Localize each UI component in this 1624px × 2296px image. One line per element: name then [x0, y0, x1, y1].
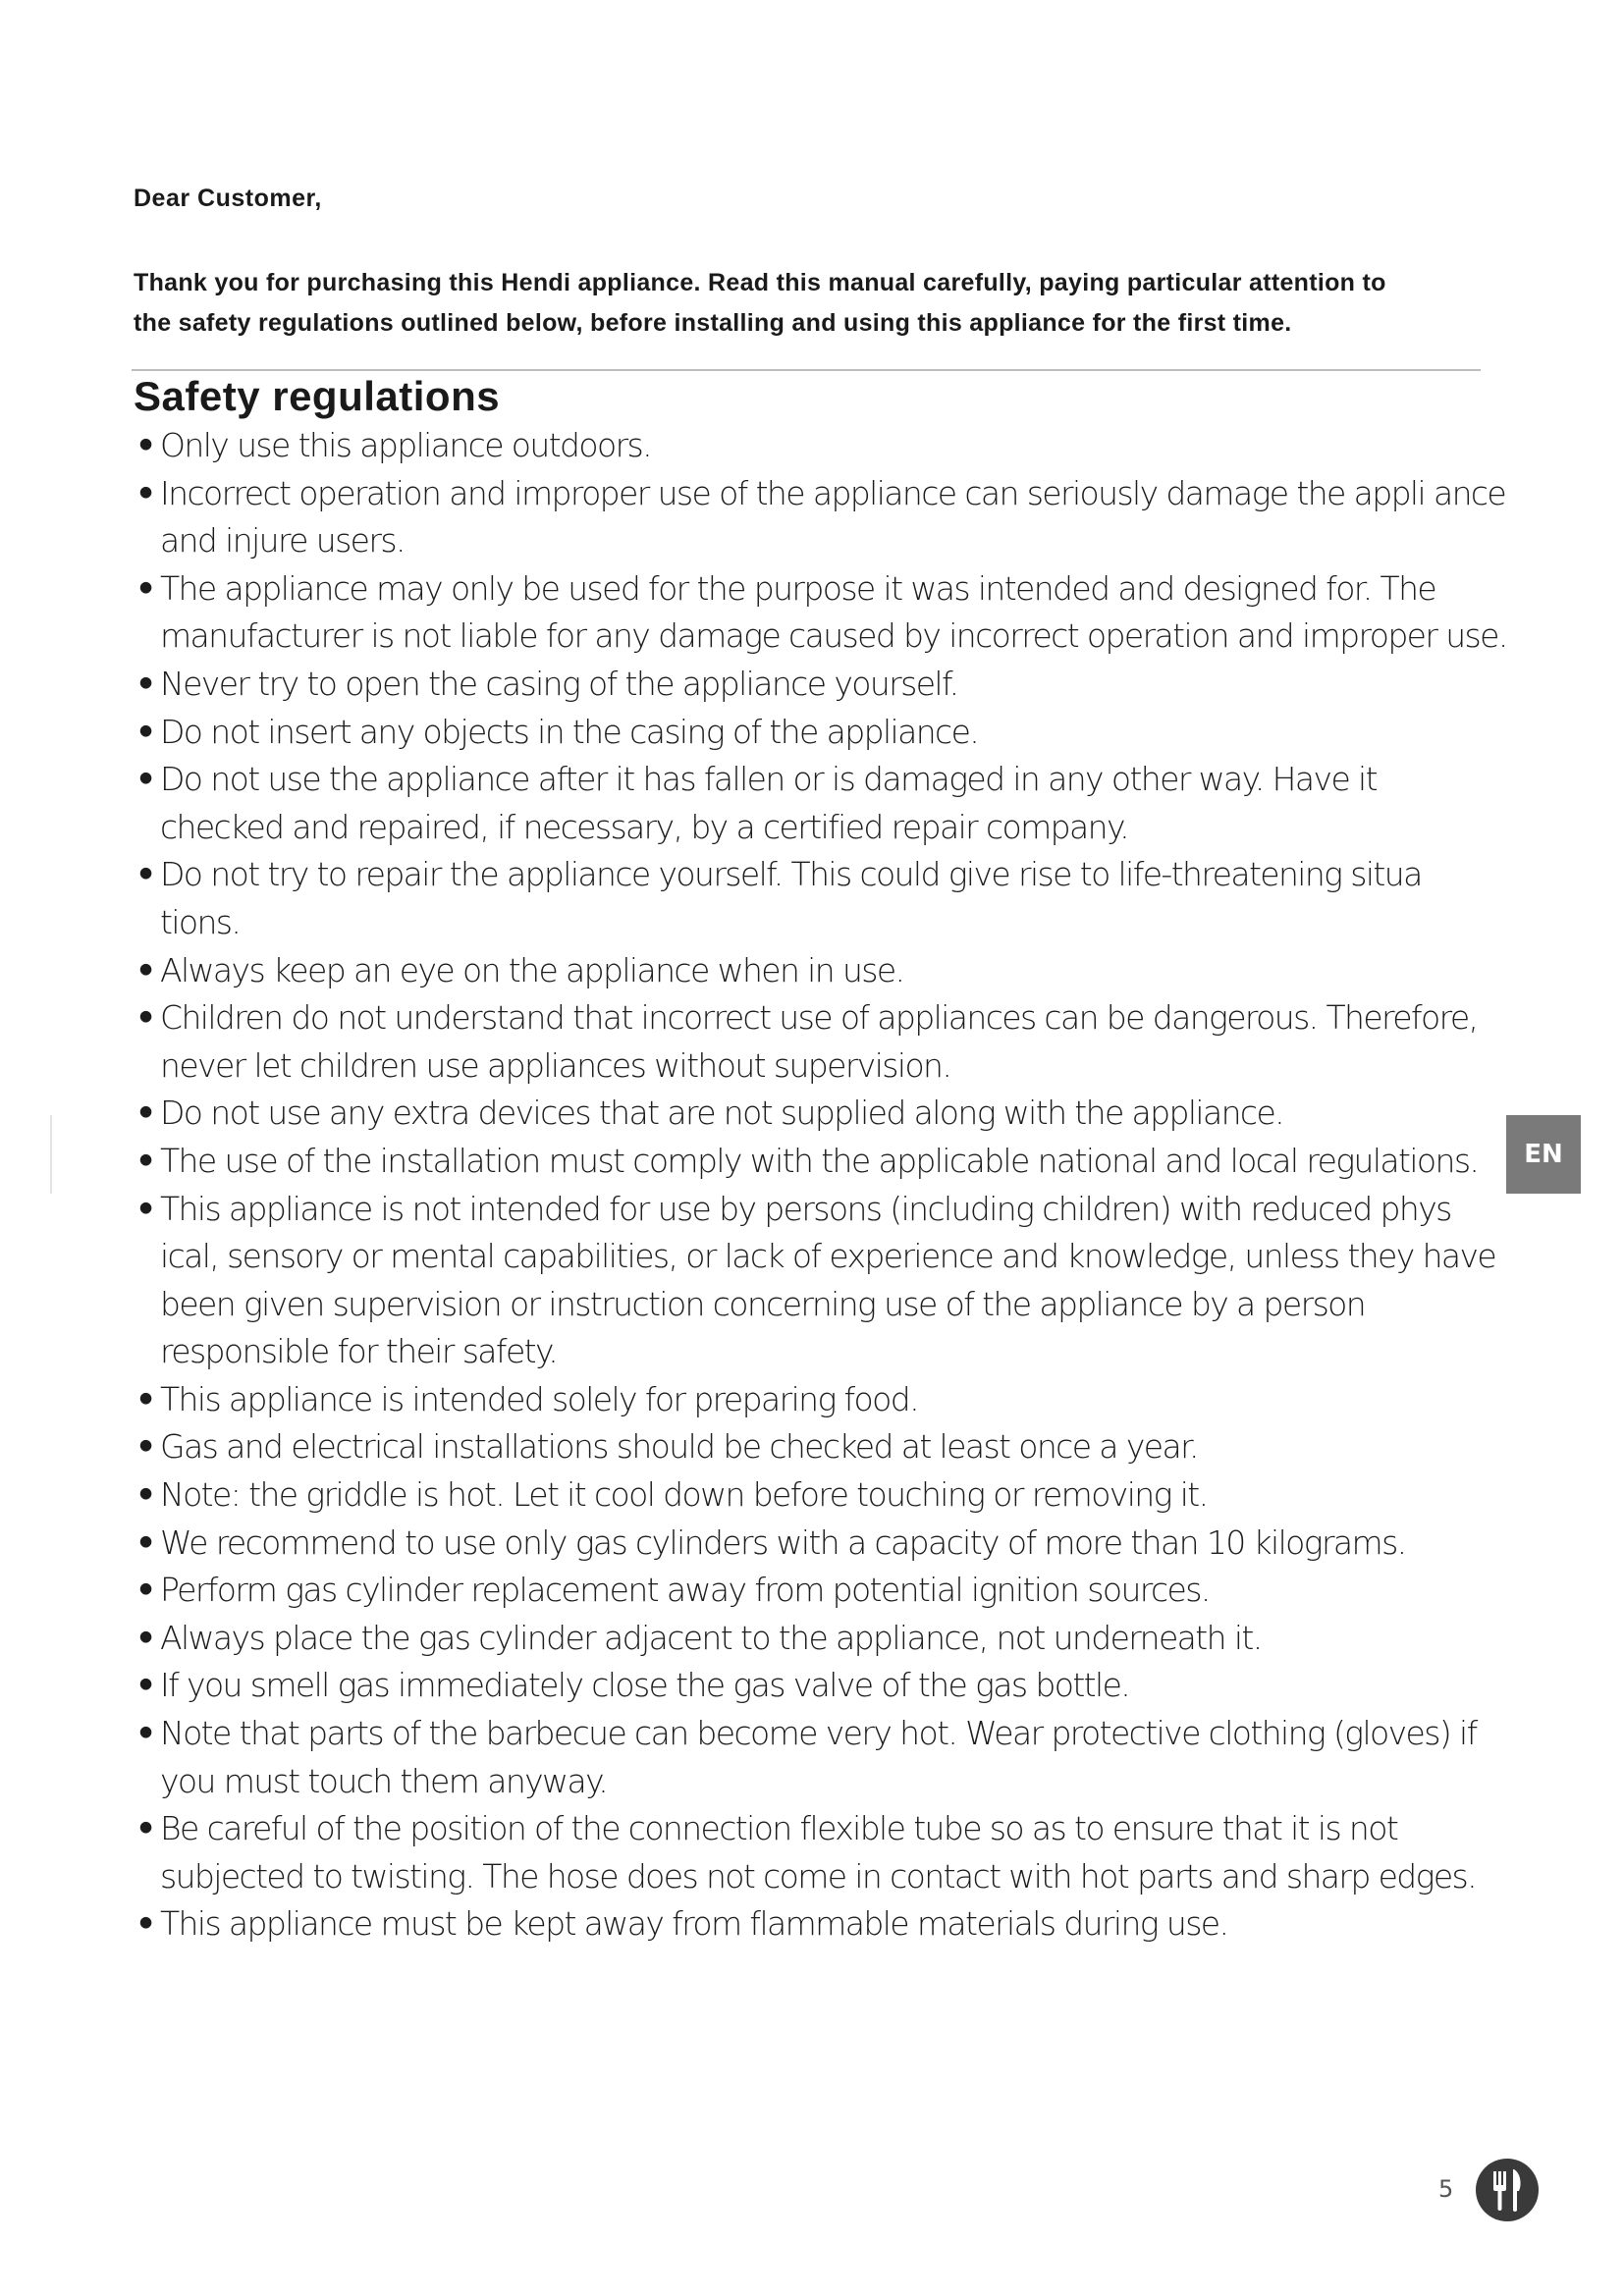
safety-item	[134, 851, 1508, 946]
bullet-icon: •	[135, 998, 157, 1038]
intro-line-2: the safety regulations outlined below, before installing and using this appliance for the first time.	[134, 309, 1292, 337]
safety-item	[134, 1520, 1508, 1568]
safety-item	[134, 1090, 1508, 1138]
safety-item-text: Note that parts of the barbecue can become very hot. Wear protective clothing (gloves) if you must touch them anyway.	[160, 1714, 1477, 1800]
safety-item-text: Do not try to repair the appliance yourself. This could give rise to life-threatening situa tions.	[160, 855, 1422, 941]
safety-item	[134, 1376, 1508, 1424]
safety-item-text: We recommend to use only gas cylinders with a capacity of more than 10 kilograms.	[160, 1522, 1406, 1562]
bullet-icon: •	[135, 1475, 157, 1515]
bullet-icon: •	[135, 1379, 157, 1418]
safety-item-text: Do not use the appliance after it has fallen or is damaged in any other way. Have it checked and repaired, if necessary, by a certified repair company.	[160, 760, 1377, 846]
safety-item	[134, 565, 1508, 661]
safety-item-text: Note: the griddle is hot. Let it cool down before touching or removing it.	[160, 1475, 1208, 1515]
safety-item	[134, 1186, 1508, 1376]
safety-item-text: Never try to open the casing of the appliance yourself.	[160, 664, 958, 703]
bullet-icon: •	[135, 1714, 157, 1753]
safety-item	[134, 422, 1508, 470]
bullet-icon: •	[135, 1094, 157, 1133]
safety-item	[134, 947, 1508, 995]
safety-item-text: Always place the gas cylinder adjacent to the appliance, not underneath it.	[160, 1618, 1262, 1657]
fork-knife-icon	[1475, 2158, 1540, 2222]
safety-item	[134, 756, 1508, 851]
safety-item-text: Be careful of the position of the connection flexible tube so as to ensure that it is not subjected to twisting. The hose does not come in contact with hot parts and sharp edges.	[160, 1809, 1477, 1896]
safety-item	[134, 1710, 1508, 1805]
bullet-icon: •	[135, 1904, 157, 1944]
safety-item-text: This appliance is intended solely for preparing food.	[160, 1379, 918, 1418]
safety-item	[134, 1805, 1508, 1900]
safety-item-text: The appliance may only be used for the purpose it was intended and designed for. The manufacturer is not liable for any damage caused by incorrect operation and improper use.	[160, 568, 1507, 656]
bullet-icon: •	[135, 1141, 157, 1180]
bullet-icon: •	[135, 426, 157, 464]
intro-line-1: Thank you for purchasing this Hendi appliance. Read this manual carefully, paying particular attention to	[134, 269, 1386, 296]
section-divider	[132, 369, 1481, 371]
bullet-icon: •	[135, 473, 157, 512]
safety-item-text: Perform gas cylinder replacement away from potential ignition sources.	[160, 1571, 1210, 1610]
bullet-icon: •	[135, 1522, 157, 1562]
bullet-icon: •	[135, 855, 157, 894]
margin-mark	[50, 1115, 52, 1194]
safety-item	[134, 709, 1508, 757]
bullet-icon: •	[135, 1618, 157, 1657]
bullet-icon: •	[135, 1809, 157, 1848]
safety-item-text: This appliance must be kept away from flammable materials during use.	[160, 1904, 1228, 1944]
section-heading: Safety regulations	[134, 373, 501, 419]
bullet-icon: •	[135, 950, 157, 989]
safety-item-text: Incorrect operation and improper use of the appliance can seriously damage the appli ance and injure users.	[160, 473, 1506, 561]
safety-item-text: Do not use any extra devices that are not supplied along with the appliance.	[160, 1094, 1284, 1133]
safety-item-text: Children do not understand that incorrect use of appliances can be dangerous. Therefore, never let children use appliances without supervision.	[160, 998, 1478, 1085]
safety-item-text: If you smell gas immediately close the gas valve of the gas bottle.	[160, 1666, 1130, 1705]
bullet-icon: •	[135, 1427, 157, 1467]
language-label: EN	[1524, 1140, 1563, 1169]
safety-item	[134, 994, 1508, 1090]
bullet-icon: •	[135, 712, 157, 751]
safety-item-text: This appliance is not intended for use by persons (including children) with reduced phys ical, sensory or mental capabilities, or lack of experience and knowledge, unless they have been given supervision or instruction concerning use of the appliance by a person responsible for their safety.	[160, 1189, 1496, 1371]
safety-item	[134, 1900, 1508, 1949]
page-number: 5	[1438, 2175, 1454, 2203]
safety-item	[134, 1662, 1508, 1710]
safety-item	[134, 661, 1508, 709]
intro-paragraph	[134, 263, 1498, 344]
safety-item-text: The use of the installation must comply with the applicable national and local regulations.	[160, 1141, 1479, 1180]
safety-item-text: Gas and electrical installations should be checked at least once a year.	[160, 1427, 1198, 1467]
bullet-icon: •	[135, 664, 157, 703]
bullet-icon: •	[135, 1571, 157, 1610]
safety-item	[134, 470, 1508, 565]
bullet-icon: •	[135, 1666, 157, 1705]
safety-item	[134, 1615, 1508, 1663]
safety-list	[134, 422, 1508, 1949]
bullet-icon: •	[135, 568, 157, 608]
safety-item-text: Do not insert any objects in the casing of the appliance.	[160, 712, 979, 751]
safety-item	[134, 1423, 1508, 1471]
safety-item-text: Only use this appliance outdoors.	[160, 426, 652, 464]
safety-item	[134, 1138, 1508, 1186]
language-tab	[1506, 1115, 1581, 1194]
safety-item	[134, 1567, 1508, 1615]
bullet-icon: •	[135, 760, 157, 799]
bullet-icon: •	[135, 1189, 157, 1228]
safety-item-text: Always keep an eye on the appliance when in use.	[160, 950, 904, 989]
safety-item	[134, 1471, 1508, 1520]
greeting: Dear Customer,	[134, 185, 322, 212]
